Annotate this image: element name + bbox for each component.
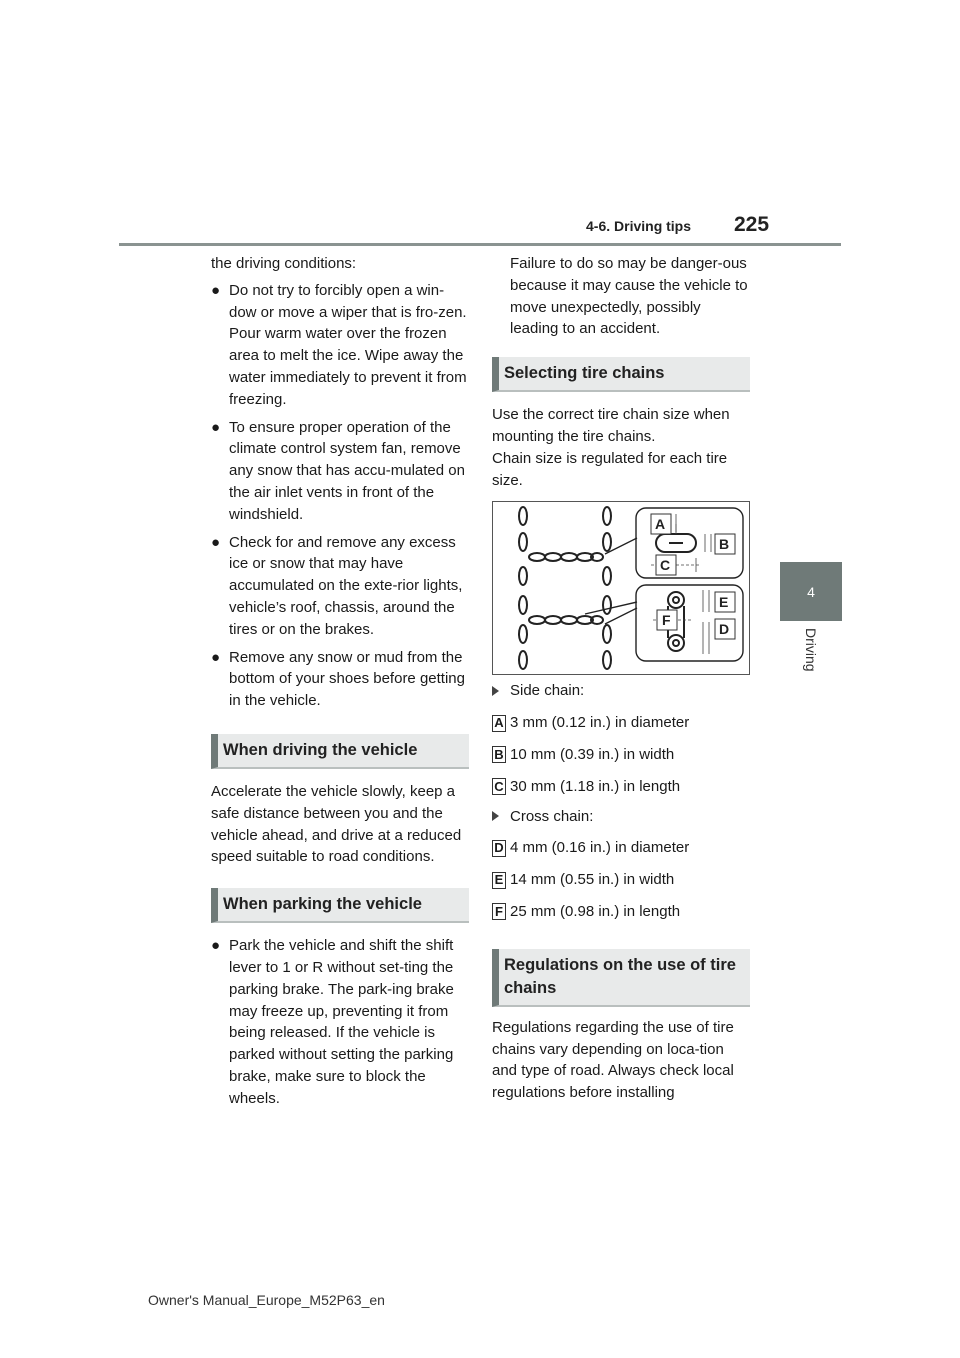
bullet-icon: ● [211,648,221,666]
list-item [211,417,469,526]
bullet-text: Remove any snow or mud from the bottom of your shoes before getting in the vehicle. [229,648,465,710]
label-box: C [492,778,506,795]
list-item [211,647,469,712]
bullet-text: Park the vehicle and shift the shift lever to 1 or R without set-ting the parking brake. The park-ing brake may freeze up, preventing it from being released. If the vehicle is parked without setting the parking brake, make sure to block the wheels. [229,937,454,1107]
label-box: E [492,872,506,889]
chapter-tab [780,562,842,621]
selecting-text: Use the correct tire chain size when mounting the tire chains. [492,406,730,445]
bullet-text: Do not try to forcibly open a win-dow or move a wiper that is fro-zen. Pour warm water over the frozen area to melt the ice. Wipe away the water immediately to prevent it from freezing. [229,281,467,408]
figure-label-f: F [662,612,671,629]
bullet-text: Check for and remove any excess ice or snow that may have accumulated on the exte-rior lights, vehicle’s roof, chassis, around the tires or on the brakes. [229,533,463,638]
bullet-icon: ● [211,281,221,299]
label-box: A [492,715,506,732]
figure-label-c: C [660,557,671,574]
list-item [492,837,750,859]
header-divider [119,243,841,246]
continuation-text: Failure to do so may be danger-ous because it may cause the vehicle to move unexpectedly, possibly leading to an accident. [510,255,748,338]
chapter-number: 4 [807,583,815,600]
triangle-icon [492,686,499,696]
figure-label-d: D [719,621,730,638]
section-heading-selecting: Selecting tire chains [492,357,750,392]
chapter-label [803,628,819,688]
spec-text: 4 mm (0.16 in.) in diameter [510,839,690,857]
spec-text: 3 mm (0.12 in.) in diameter [510,714,690,732]
list-item [211,532,469,641]
cross-chain-top [529,553,603,561]
list-item [211,280,469,411]
bullet-icon: ● [211,418,221,436]
list-item [492,901,750,923]
right-column [492,253,750,1104]
cross-chain-heading [492,806,750,828]
tire-chain-figure [492,501,750,675]
side-chain-label: Side chain: [510,682,585,700]
side-chain-left [519,507,527,669]
page-number: 225 [734,213,770,236]
selecting-text-2: Chain size is regulated for each tire size. [492,449,728,489]
chapter-label-text: Driving [803,628,819,672]
side-chain-right [603,507,611,669]
section-heading-parking: When parking the vehicle [211,888,469,923]
label-box: B [492,746,506,763]
list-item [492,712,750,734]
driving-text: Accelerate the vehicle slowly, keep a safe distance between you and the vehicle ahead, and drive at a reduced speed suitable to road conditions. [211,782,462,866]
label-box: F [492,903,506,920]
list-item [492,776,750,798]
tire-chain-illustration [493,502,749,674]
list-item [492,869,750,891]
list-item [211,935,469,1109]
figure-label-a: A [655,516,666,533]
footer-text: Owner's Manual_Europe_M52P63_en [148,1292,385,1308]
cross-chain-label: Cross chain: [510,807,594,825]
left-column [211,253,469,1110]
section-label: 4-6. Driving tips [586,218,692,234]
regulations-text: Regulations regarding the use of tire chains vary depending on loca-tion and type of road. Always check local regulations before installing [492,1018,734,1102]
section-heading-regulations: Regulations on the use of tire chains [492,949,750,1007]
intro-text: the driving conditions: [211,255,357,272]
section-heading-driving: When driving the vehicle [211,734,469,769]
spec-text: 14 mm (0.55 in.) in width [510,871,675,889]
cross-chain-bottom [529,616,603,624]
spec-text: 30 mm (1.18 in.) in length [510,777,681,795]
spec-text: 25 mm (0.98 in.) in length [510,902,681,920]
figure-label-e: E [719,594,729,611]
figure-label-b: B [719,536,730,553]
list-item [492,744,750,766]
bullet-text: To ensure proper operation of the climate control system fan, remove any snow that has accu-mulated on the air inlet vents in front of the windshield. [229,418,465,523]
triangle-icon [492,811,499,821]
bullet-icon: ● [211,533,221,551]
side-chain-heading [492,680,750,702]
label-box: D [492,840,506,857]
spec-text: 10 mm (0.39 in.) in width [510,745,675,763]
bullet-icon: ● [211,937,221,955]
